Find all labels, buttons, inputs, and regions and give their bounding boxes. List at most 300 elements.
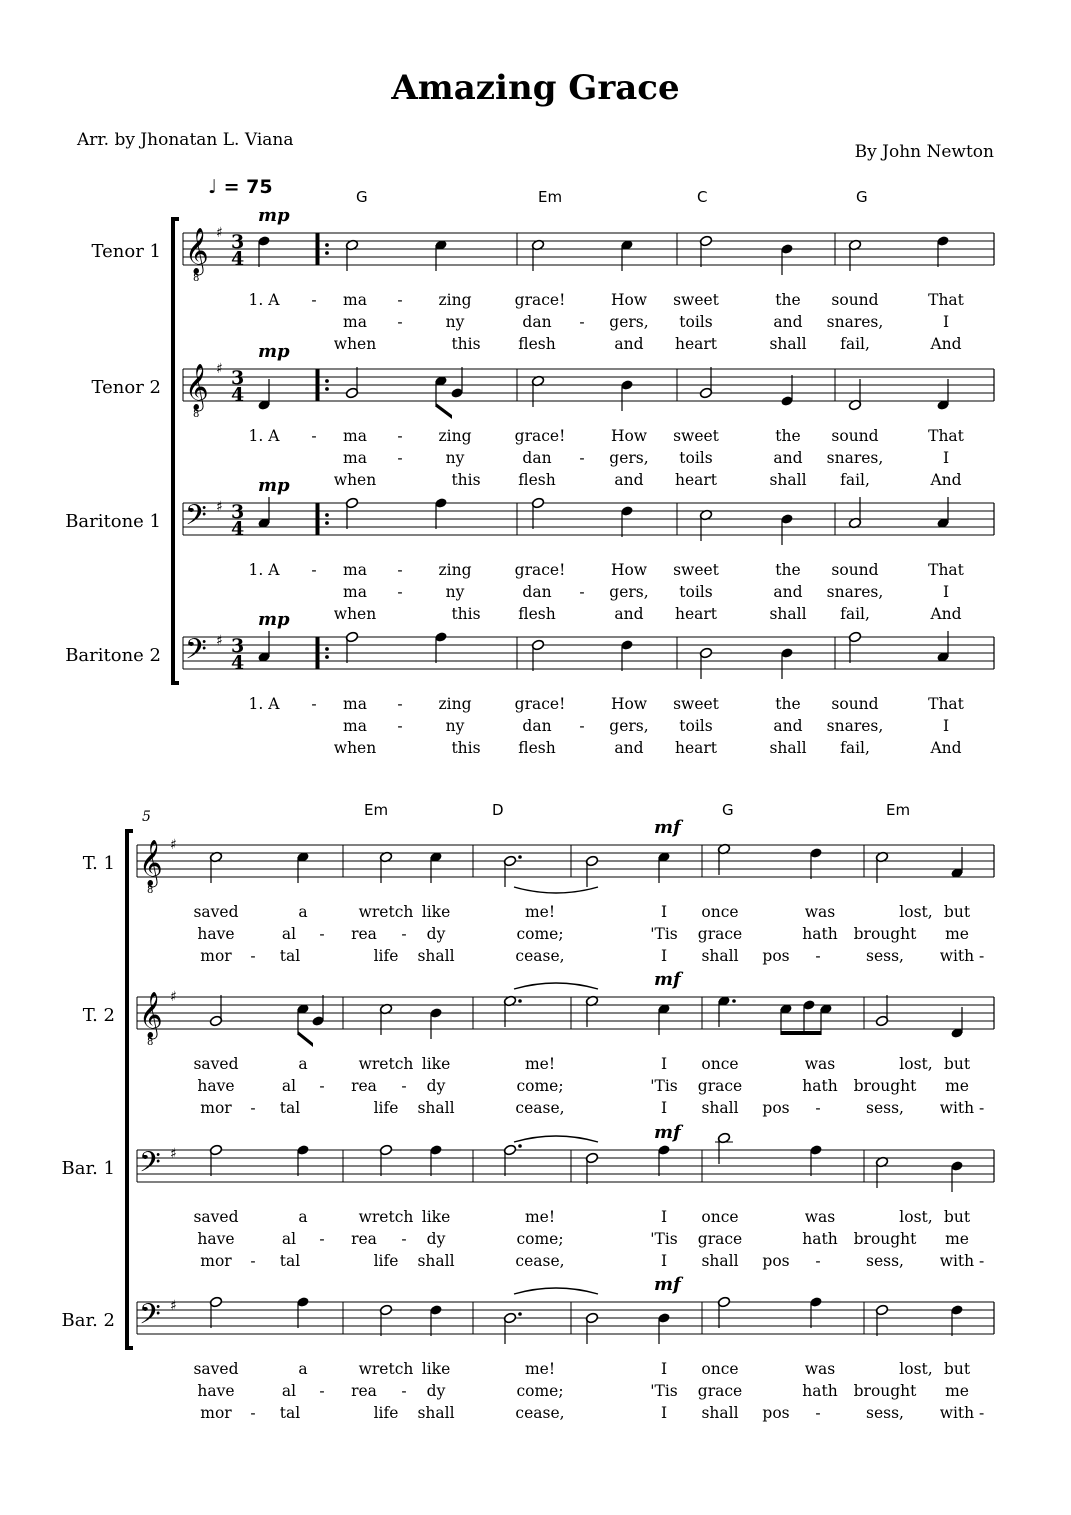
note (503, 1144, 522, 1176)
lyric-syllable: this (451, 335, 481, 353)
lyric-syllable: ma (343, 291, 367, 309)
lyric-syllable: al (281, 925, 297, 943)
note (345, 631, 358, 663)
note (699, 235, 712, 267)
lyric-syllable: the (775, 291, 801, 309)
lyric-syllable: heart (674, 739, 718, 757)
lyric-syllable: al (281, 1382, 297, 1400)
lyric-syllable: the (775, 561, 801, 579)
lyric-syllable: - (815, 1404, 821, 1422)
lyric-syllable: 'Tis (650, 1382, 678, 1400)
note (780, 513, 793, 545)
lyric-syllable: mor (200, 947, 232, 965)
lyric-syllable: How (610, 427, 648, 445)
staff-2-4 (137, 1302, 994, 1334)
lyric-syllable: a (298, 1208, 308, 1226)
lyric-syllable: once (701, 1360, 739, 1378)
note (950, 1304, 963, 1336)
lyric-syllable: That (928, 695, 964, 713)
lyric-syllable: How (610, 291, 648, 309)
lyric-syllable: - (397, 313, 403, 331)
lyric-syllable: grace! (514, 561, 566, 579)
lyric-syllable: dan (522, 583, 552, 601)
lyric-syllable: shall (769, 605, 807, 623)
lyric-syllable: - (250, 1404, 256, 1422)
note (780, 647, 793, 679)
time-signature (231, 501, 244, 540)
lyric-syllable: like (421, 1208, 451, 1226)
lyric-syllable: 1. A (248, 427, 280, 445)
lyric-syllable: sound (831, 291, 879, 309)
svg-text:𝄢: 𝄢 (185, 499, 207, 539)
lyric-syllable: - (319, 1382, 325, 1400)
lyric-syllable: zing (438, 695, 472, 713)
instrument-name: Tenor 2 (91, 377, 161, 398)
note (620, 505, 633, 537)
lyric-syllable: I (660, 1208, 668, 1226)
lyric-syllable: shall (417, 1099, 455, 1117)
page-title: Amazing Grace (391, 68, 680, 108)
lyric-syllable: mor (200, 1099, 232, 1117)
note (345, 367, 358, 399)
lyric-syllable: - (397, 583, 403, 601)
chord-symbol: C (697, 188, 708, 206)
lyric-syllable: once (701, 903, 739, 921)
lyric-syllable: hath (802, 925, 838, 943)
lyric-syllable: wretch (358, 1360, 414, 1378)
repeat-dot (325, 387, 329, 391)
time-signature (231, 635, 244, 674)
lyric-syllable: lost, (899, 1360, 933, 1378)
bass-clef-icon (139, 1146, 161, 1186)
note (531, 639, 544, 671)
note (585, 1152, 598, 1184)
svg-text:8: 8 (193, 273, 200, 284)
treble-clef-icon (185, 228, 209, 284)
svg-text:𝄞: 𝄞 (139, 840, 163, 886)
dynamic-marking: mf (654, 969, 681, 990)
note (585, 1312, 598, 1344)
dynamic-marking: mf (654, 1274, 681, 1295)
lyric-syllable: 'Tis (650, 1077, 678, 1095)
note (429, 1304, 442, 1336)
lyric-syllable: 'Tis (650, 925, 678, 943)
lyric-syllable: and (614, 335, 644, 353)
lyric-syllable: and (614, 739, 644, 757)
staff-2-2 (137, 997, 994, 1029)
lyric-syllable: sess, (866, 1252, 904, 1270)
chord-symbol: G (722, 801, 734, 819)
note (875, 995, 888, 1027)
dynamic-marking: mp (258, 609, 290, 630)
lyric-syllable: - (250, 947, 256, 965)
system-2-bracket (127, 831, 133, 1348)
dynamic-marking: mf (654, 1122, 681, 1143)
lyric-syllable: I (660, 947, 668, 965)
lyric-syllable: - (397, 449, 403, 467)
note (531, 375, 544, 407)
lyric-syllable: and (773, 449, 803, 467)
lyric-syllable: once (701, 1208, 739, 1226)
lyric-syllable: I (660, 903, 668, 921)
sharp-icon: ♯ (216, 361, 223, 377)
lyric-syllable: a (298, 1360, 308, 1378)
lyric-syllable: ny (445, 313, 465, 331)
instrument-name: Bar. 2 (61, 1310, 115, 1331)
lyric-syllable: - (815, 947, 821, 965)
beam (436, 403, 452, 419)
svg-text:3: 3 (231, 367, 245, 389)
repeat-barline (316, 233, 320, 265)
note (434, 631, 447, 663)
repeat-dot (325, 521, 329, 525)
note (450, 367, 463, 399)
lyric-syllable: tal (279, 1252, 301, 1270)
lyric-syllable: tal (279, 1404, 301, 1422)
lyric-syllable: - (319, 1077, 325, 1095)
tie (514, 1136, 598, 1142)
lyric-syllable: heart (674, 605, 718, 623)
note (296, 851, 309, 883)
lyric-syllable: ma (343, 583, 367, 601)
note (503, 995, 522, 1027)
lyric-syllable: al (281, 1077, 297, 1095)
lyric-syllable: wretch (358, 1208, 414, 1226)
note (311, 995, 324, 1027)
lyric-syllable: me (945, 1230, 969, 1248)
lyric-syllable: but (943, 903, 971, 921)
note (848, 239, 861, 271)
note (717, 995, 736, 1027)
svg-text:𝄞: 𝄞 (139, 992, 163, 1038)
lyric-syllable: dy (426, 925, 446, 943)
lyric-syllable: but (943, 1360, 971, 1378)
lyric-syllable: cease, (515, 1099, 565, 1117)
lyric-syllable: sess, (866, 1404, 904, 1422)
tie (514, 983, 598, 989)
lyric-syllable: wretch (358, 1055, 414, 1073)
lyric-syllable: fail, (840, 471, 870, 489)
note (434, 239, 447, 271)
note (657, 1312, 670, 1344)
lyric-syllable: shall (417, 947, 455, 965)
lyric-syllable: ma (343, 449, 367, 467)
note (345, 239, 358, 271)
beam (781, 1031, 821, 1035)
lyric-syllable: me! (524, 1360, 556, 1378)
note (209, 1296, 222, 1328)
lyric-syllable: shall (769, 739, 807, 757)
note (848, 379, 861, 411)
lyric-syllable: al (281, 1230, 297, 1248)
lyric-syllable: saved (193, 1208, 239, 1226)
lyric-syllable: - (250, 1252, 256, 1270)
lyric-syllable: a (298, 1055, 308, 1073)
lyric-syllable: And (930, 739, 962, 757)
note (717, 843, 730, 875)
lyric-syllable: me (945, 1077, 969, 1095)
note (345, 497, 358, 529)
lyric-syllable: lost, (899, 1208, 933, 1226)
lyric-syllable: cease, (515, 1252, 565, 1270)
time-signature (231, 367, 244, 406)
tempo-marking: ♩ = 75 (208, 176, 273, 198)
sharp-icon: ♯ (170, 1298, 177, 1314)
lyric-syllable: snares, (826, 583, 884, 601)
sharp-icon: ♯ (170, 837, 177, 853)
lyric-syllable: shall (769, 335, 807, 353)
note (503, 855, 522, 887)
lyric-syllable: like (421, 903, 451, 921)
lyric-syllable: me (945, 925, 969, 943)
lyric-syllable: sound (831, 695, 879, 713)
svg-text:8: 8 (147, 1037, 154, 1048)
lyric-syllable: with - (939, 1404, 985, 1422)
lyric-syllable: snares, (826, 449, 884, 467)
note (657, 851, 670, 883)
lyric-syllable: I (660, 1404, 668, 1422)
note (875, 851, 888, 883)
lyric-syllable: dy (426, 1230, 446, 1248)
lyric-syllable: dy (426, 1077, 446, 1095)
lyric-syllable: toils (679, 717, 713, 735)
lyric-syllable: I (660, 1099, 668, 1117)
lyric-syllable: was (804, 1055, 836, 1073)
lyric-syllable: ny (445, 449, 465, 467)
lyric-syllable: rea (351, 1077, 377, 1095)
composer-credit: By John Newton (854, 142, 994, 162)
instrument-name: T. 2 (82, 1005, 115, 1026)
lyric-syllable: and (773, 583, 803, 601)
lyric-syllable: rea (351, 925, 377, 943)
repeat-barline (316, 637, 320, 669)
lyric-syllable: brought (853, 1230, 917, 1248)
note (379, 1304, 392, 1336)
lyric-syllable: the (775, 427, 801, 445)
lyric-syllable: have (197, 1077, 235, 1095)
svg-text:𝄢: 𝄢 (139, 1298, 161, 1338)
lyric-syllable: shall (417, 1252, 455, 1270)
note (779, 1003, 792, 1035)
lyric-syllable: zing (438, 427, 472, 445)
lyric-syllable: - (397, 427, 403, 445)
lyric-syllable: with - (939, 1099, 985, 1117)
lyric-syllable: That (928, 561, 964, 579)
note (950, 1007, 963, 1039)
lyric-syllable: sound (831, 561, 879, 579)
lyric-syllable: mor (200, 1252, 232, 1270)
note (257, 235, 270, 267)
lyric-syllable: - (250, 1099, 256, 1117)
lyric-syllable: ma (343, 717, 367, 735)
instrument-name: T. 1 (82, 853, 115, 874)
repeat-dot (325, 243, 329, 247)
lyric-syllable: grace (697, 1077, 743, 1095)
lyric-syllable: wretch (358, 903, 414, 921)
lyric-syllable: zing (438, 561, 472, 579)
lyric-syllable: sess, (866, 1099, 904, 1117)
note (429, 851, 442, 883)
note (780, 375, 793, 407)
lyric-syllable: How (610, 695, 648, 713)
lyric-syllable: I (942, 583, 950, 601)
lyric-syllable: I (660, 1055, 668, 1073)
lyric-syllable: this (451, 605, 481, 623)
lyric-syllable: How (610, 561, 648, 579)
lyric-syllable: - (397, 561, 403, 579)
lyric-syllable: with - (939, 1252, 985, 1270)
lyric-syllable: - (397, 695, 403, 713)
repeat-dot (325, 251, 329, 255)
lyric-syllable: grace! (514, 291, 566, 309)
lyric-syllable: And (930, 605, 962, 623)
note (809, 847, 822, 879)
lyric-syllable: brought (853, 1382, 917, 1400)
lyric-syllable: pos (762, 1099, 790, 1117)
lyric-syllable: That (928, 427, 964, 445)
lyric-syllable: but (943, 1055, 971, 1073)
svg-text:3: 3 (231, 231, 245, 253)
lyric-syllable: me (945, 1382, 969, 1400)
note (950, 847, 963, 879)
lyric-syllable: and (773, 717, 803, 735)
sharp-icon: ♯ (216, 633, 223, 649)
lyric-syllable: fail, (840, 335, 870, 353)
note (379, 1003, 392, 1035)
lyric-syllable: toils (679, 449, 713, 467)
lyric-syllable: fail, (840, 605, 870, 623)
lyric-syllable: a (298, 903, 308, 921)
note (585, 855, 598, 887)
lyric-syllable: come; (516, 1382, 564, 1400)
lyric-syllable: me! (524, 1055, 556, 1073)
time-signature (231, 231, 244, 270)
staff-1-2 (183, 369, 994, 401)
lyric-syllable: and (614, 605, 644, 623)
lyric-syllable: lost, (899, 1055, 933, 1073)
lyric-syllable: I (660, 1252, 668, 1270)
lyric-syllable: like (421, 1055, 451, 1073)
lyric-syllable: - (397, 717, 403, 735)
lyric-syllable: ny (445, 583, 465, 601)
note (531, 239, 544, 271)
lyric-syllable: - (319, 1230, 325, 1248)
beam (298, 1031, 313, 1047)
lyric-syllable: sweet (673, 695, 719, 713)
note (209, 995, 222, 1027)
note (809, 1144, 822, 1176)
lyric-syllable: hath (802, 1077, 838, 1095)
lyric-syllable: I (942, 313, 950, 331)
bass-clef-icon (185, 499, 207, 539)
lyric-syllable: dan (522, 449, 552, 467)
dynamic-marking: mf (654, 817, 681, 838)
note (657, 1003, 670, 1035)
note (936, 631, 949, 663)
lyric-syllable: once (701, 1055, 739, 1073)
lyric-syllable: I (942, 449, 950, 467)
note (848, 497, 861, 529)
note (875, 1304, 888, 1336)
lyric-syllable: saved (193, 903, 239, 921)
lyric-syllable: when (333, 335, 377, 353)
lyric-syllable: me! (524, 1208, 556, 1226)
repeat-barline (316, 369, 320, 401)
lyric-syllable: flesh (518, 605, 556, 623)
lyric-syllable: grace (697, 1382, 743, 1400)
lyric-syllable: shall (417, 1404, 455, 1422)
note (848, 631, 861, 663)
note (585, 995, 598, 1027)
svg-text:8: 8 (193, 409, 200, 420)
lyric-syllable: - (397, 291, 403, 309)
lyric-syllable: this (451, 471, 481, 489)
lyric-syllable: - (579, 449, 585, 467)
lyric-syllable: sound (831, 427, 879, 445)
lyric-syllable: - (579, 717, 585, 735)
note (434, 497, 447, 529)
lyric-syllable: and (773, 313, 803, 331)
lyric-syllable: ma (343, 695, 367, 713)
note (936, 235, 949, 267)
svg-text:8: 8 (147, 885, 154, 896)
lyric-syllable: when (333, 605, 377, 623)
note (699, 509, 712, 541)
note (819, 1003, 832, 1035)
lyric-syllable: rea (351, 1230, 377, 1248)
lyric-syllable: tal (279, 947, 301, 965)
note (875, 1156, 888, 1188)
lyric-syllable: - (311, 695, 317, 713)
lyric-syllable: fail, (840, 739, 870, 757)
svg-text:4: 4 (231, 652, 245, 674)
tie (514, 1288, 598, 1294)
lyric-syllable: heart (674, 471, 718, 489)
lyric-syllable: hath (802, 1382, 838, 1400)
note (715, 1132, 733, 1164)
svg-text:4: 4 (231, 248, 245, 270)
lyric-syllable: 1. A (248, 561, 280, 579)
lyric-syllable: come; (516, 1077, 564, 1095)
note (780, 243, 793, 275)
chord-symbol: G (356, 188, 368, 206)
lyric-syllable: shall (701, 947, 739, 965)
note (429, 1007, 442, 1039)
repeat-dot (325, 647, 329, 651)
note (657, 1144, 670, 1176)
lyric-syllable: - (579, 313, 585, 331)
lyric-syllable: ma (343, 427, 367, 445)
lyric-syllable: but (943, 1208, 971, 1226)
dynamic-marking: mp (258, 341, 290, 362)
lyric-syllable: sweet (673, 561, 719, 579)
note (429, 1144, 442, 1176)
chord-symbol: D (492, 801, 504, 819)
lyric-syllable: shall (701, 1099, 739, 1117)
lyric-syllable: come; (516, 925, 564, 943)
note (950, 1160, 963, 1192)
instrument-name: Baritone 1 (65, 511, 161, 532)
lyric-syllable: tal (279, 1099, 301, 1117)
note (936, 379, 949, 411)
staff-1-3 (183, 503, 994, 535)
note (503, 1312, 522, 1344)
tie (514, 887, 598, 893)
repeat-dot (325, 655, 329, 659)
sharp-icon: ♯ (170, 989, 177, 1005)
note (257, 497, 270, 529)
repeat-dot (325, 513, 329, 517)
